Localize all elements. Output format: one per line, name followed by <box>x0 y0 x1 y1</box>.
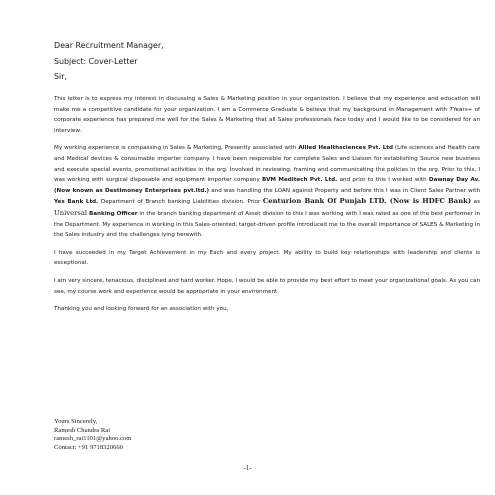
company-dawnay: Dawnay Day Av. (Now known as Destimoney Enterprises pvt.ltd.) <box>54 177 480 194</box>
paragraph-character: I am very sincere, tenacious, disciplined and hard worker. Hope, I would be able to provide my best effort to meet your organizational goals. As you can see, my course work and experience would be appropriate in your environment. <box>54 277 480 295</box>
experience-text-6: as <box>471 199 480 206</box>
experience-text-4: and was handling the LOAN against Property and before this I was in Client Sales Partner with <box>209 187 480 194</box>
page-number: -1- <box>243 464 252 472</box>
universal-word: Universal <box>54 208 88 217</box>
experience-text-1: My working experience is compassing in Sales & Marketing, Presently associated with <box>54 145 299 152</box>
subject-line: Subject: Cover-Letter <box>54 56 138 66</box>
letter-header <box>54 38 164 85</box>
greeting-line: Dear Recruitment Manager, <box>54 41 164 50</box>
paragraph-intro: This letter is to express my interest in discussing a Sales & Marketing position in your organization. I believe that my experience and education will make me a competitive candidate for your organization. I am a Commerce Graduate & believe that my background in Management with 7Years+ of corporate experience has prepared me well for the Sales & Marketing that all Sales professionals face today and I would like to be considered for an interview. <box>54 96 480 134</box>
experience-text-2: (Life sciences and Health care and Medical devices & consumable importer company. I have been responsible for complete Sales and Liaison for establishing Source new business and execute special events, promotional activities in the org. Involved in reviewing, framing and communicating the policies in the org. Prior to this, I was working with surgical disposable and equipment importer company <box>54 145 480 184</box>
company-yes-bank: Yes Bank Ltd. <box>54 199 99 206</box>
signer-name: Ramesh Chandra Rai <box>54 426 111 434</box>
experience-text-5: Department of Branch banking Liabilities division. Prior <box>98 199 263 206</box>
experience-text-3: and prior to this I worked with <box>337 177 429 184</box>
experience-text-7: in the branch banking department of Asset division to this I was working with I was rated as one of the best performer in the Department. My experience in working in this Sales-oriented, target-driven profile introduced me to the overall importance of SALES & Marketing in the Sales industry and the challenges lying herewith. <box>54 210 481 239</box>
paragraph-thanks: Thanking you and looking forward for an association with you, <box>54 306 229 313</box>
company-centurion: Centurion Bank Of Punjab LTD. (Now is HDFC Bank) <box>262 197 472 206</box>
company-allied: Allied Healthsciences Pvt. Ltd <box>298 145 393 152</box>
letter-body <box>54 94 480 322</box>
signer-contact: Contact: +91 9718320660 <box>54 443 123 451</box>
salutation-line: Sir, <box>54 72 67 81</box>
role-banking-officer: Banking Officer <box>88 210 138 217</box>
paragraph-experience <box>54 143 480 240</box>
signer-email: ramesh_rai1101@yahoo.com <box>54 435 132 443</box>
paragraph-achievement: I have succeeded in my Target Achievement in my Each and every project. My ability to build key relationships with leadership and clients is exceptional. <box>54 249 480 267</box>
company-bvm: BVM Meditech Pvt. Ltd. <box>262 177 338 184</box>
closing-line: Yours Sincerely, <box>54 418 98 425</box>
signature-block <box>54 418 131 452</box>
